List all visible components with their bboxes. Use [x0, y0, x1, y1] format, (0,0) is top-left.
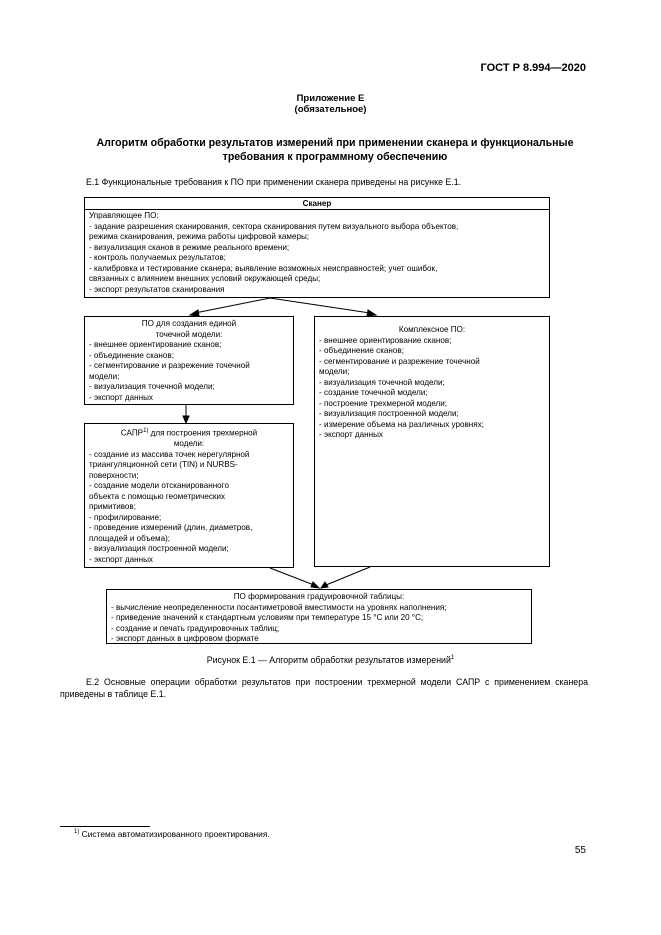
- cad-item: поверхности;: [89, 470, 139, 480]
- calibration-item: - создание и печать градуировочных таблиц;: [111, 623, 280, 633]
- arrow-cad-to-calibration: [270, 568, 314, 585]
- complex-software-item: - создание точечной модели;: [319, 388, 428, 397]
- cad-item: триангуляционной сети (TIN) и NURBS-: [89, 460, 238, 470]
- scanner-item: связанных с влиянием внешних условий окружающей среды;: [89, 274, 321, 283]
- arrowhead: [367, 310, 376, 316]
- scanner-item: - экспорт результатов сканирования: [89, 284, 225, 294]
- footnote-separator: [60, 826, 150, 827]
- calibration-item: - вычисление неопределенности посантиметровой вместимости на уровнях наполнения;: [111, 602, 447, 612]
- arrowhead: [190, 310, 199, 316]
- figure-caption-sup: 1: [450, 655, 455, 662]
- scanner-item: режима сканирования, режима работы цифровой камеры;: [89, 232, 310, 241]
- point-model-title: ПО для создания единой: [141, 319, 237, 328]
- complex-software-item: - сегментирование и разрежение точечной: [319, 356, 480, 366]
- footnote-text: Система автоматизированного проектирования.: [81, 829, 270, 839]
- scanner-item: Управляющее ПО:: [89, 211, 159, 220]
- complex-software-item: - визуализация точечной модели;: [319, 377, 445, 387]
- appendix-title: Приложение Е: [296, 93, 365, 104]
- footnote-mark: 1): [74, 829, 80, 836]
- footnote: [74, 829, 270, 839]
- cad-title-text: САПР: [120, 428, 144, 438]
- page-number: 55: [574, 845, 586, 856]
- cad-title: модели:: [173, 439, 205, 449]
- cad-item: примитивов;: [89, 502, 136, 512]
- cad-item: - экспорт данных: [89, 554, 153, 564]
- calibration-item: - экспорт данных в цифровом формате: [111, 634, 259, 643]
- cad-item: - создание модели отсканированного: [89, 481, 229, 491]
- figure-caption: [0, 655, 661, 665]
- arrowhead: [183, 416, 189, 423]
- cad-item: - создание из массива точек нерегулярной: [89, 449, 250, 459]
- calibration-title: ПО формирования градуировочной таблицы:: [233, 592, 405, 601]
- scanner-item: - задание разрешения сканирования, сектора сканирования путем визуального выбора объектов,: [89, 221, 459, 231]
- complex-software-item: - построение трехмерной модели;: [319, 398, 448, 408]
- arrow-scanner-to-point-model: [195, 298, 270, 313]
- section-heading-line-2: требования к программному обеспечению: [222, 151, 448, 163]
- scanner-item: - калибровка и тестирование сканера; выявление возможных неисправностей; учет ошибок,: [89, 263, 438, 273]
- point-model-item: - внешнее ориентирование сканов;: [89, 340, 222, 349]
- scanner-header: Сканер: [85, 198, 549, 210]
- arrow-scanner-to-complex: [270, 298, 370, 313]
- calibration-item: - приведение значений к стандартным условиям при температуре 15 °С или 20 °С;: [111, 613, 424, 622]
- cad-item: - проведение измерений (длин, диаметров,: [89, 523, 253, 533]
- standard-number: ГОСТ Р 8.994—2020: [480, 62, 586, 74]
- figure-caption-text: Рисунок Е.1 — Алгоритм обработки результатов измерений: [206, 655, 451, 665]
- point-model-item: модели;: [89, 371, 120, 381]
- point-model-item: - визуализация точечной модели;: [89, 382, 215, 391]
- arrow-complex-to-calibration: [326, 567, 370, 585]
- complex-software-item: - измерение объема на различных уровнях;: [319, 419, 484, 429]
- paragraph-e2: Е.2 Основные операции обработки результатов при построении трехмерной модели САПР с применением сканера приведены в таблице Е.1.: [60, 677, 588, 699]
- complex-software-item: - объединение сканов;: [319, 346, 404, 355]
- complex-software-item: - внешнее ориентирование сканов;: [319, 335, 452, 345]
- cad-item: объекта с помощью геометрических: [89, 491, 226, 501]
- cad-title-text: для построения трехмерной: [148, 428, 258, 438]
- point-model-item: - сегментирование и разрежение точечной: [89, 361, 250, 370]
- scanner-item: - визуализация сканов в режиме реального времени;: [89, 242, 290, 252]
- complex-software-item: - экспорт данных: [319, 430, 383, 439]
- complex-software-title: Комплексное ПО:: [398, 325, 466, 334]
- point-model-item: - объединение сканов;: [89, 350, 174, 360]
- paragraph-e1: Е.1 Функциональные требования к ПО при применении сканера приведены на рисунке Е.1.: [86, 177, 462, 187]
- arrowhead: [311, 582, 319, 588]
- appendix-subtitle: (обязательное): [294, 104, 367, 115]
- section-heading-line-1: Алгоритм обработки результатов измерений при применении сканера и функциональные: [96, 137, 574, 149]
- scanner-item: - контроль получаемых результатов;: [89, 253, 226, 262]
- complex-software-item: модели;: [319, 367, 350, 376]
- cad-item: - визуализация построенной модели;: [89, 544, 229, 554]
- complex-software-item: - визуализация построенной модели;: [319, 409, 459, 418]
- point-model-item: - экспорт данных: [89, 392, 153, 402]
- cad-item: - профилирование;: [89, 512, 162, 522]
- arrowhead: [321, 582, 328, 588]
- point-model-title: точечной модели:: [155, 329, 223, 339]
- cad-item: площадей и объема);: [89, 533, 171, 543]
- cad-footnote-mark: 1): [143, 428, 149, 434]
